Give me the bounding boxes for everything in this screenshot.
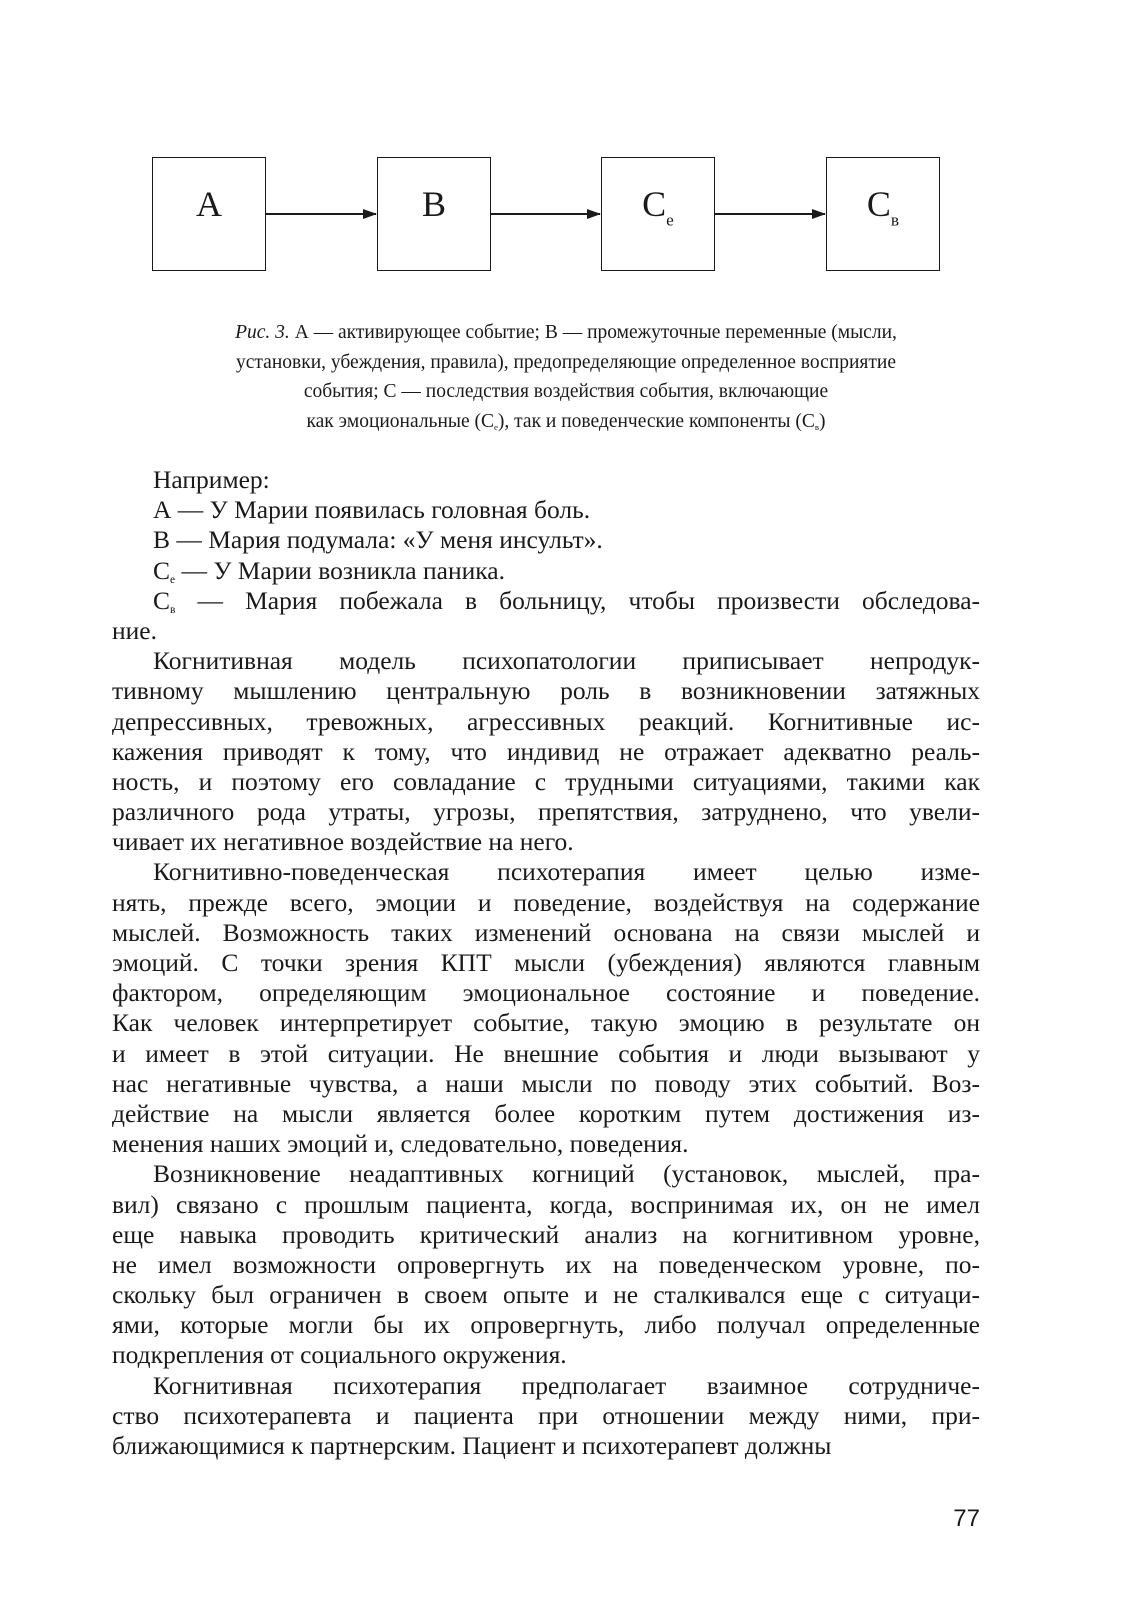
example-cv-main: С: [153, 585, 171, 615]
caption-text-4c: ): [819, 410, 826, 432]
example-ce-sub: е: [170, 573, 176, 586]
paragraph-3-line-2: вил) связано с прошлым пациента, когда, воспринимая их, он не имел: [112, 1189, 980, 1219]
body-text: [112, 465, 980, 1461]
paragraph-1-line-3: депрессивных, тревожных, агрессивных реакций. Когнитивные ис-: [112, 706, 980, 736]
paragraph-4-line-3: ближающимися к партнерским. Пациент и психотерапевт должны: [112, 1431, 832, 1460]
box-a: [152, 157, 266, 271]
paragraph-1-line-7: чивает их негативное воздействие на него.: [112, 827, 574, 857]
box-b-label: B: [421, 184, 446, 224]
caption-text-4b: ), так и поведенческие компоненты (С: [497, 410, 815, 432]
figure-label: Рис. 3.: [235, 322, 290, 343]
box-cv-subscript: в: [890, 210, 900, 230]
paragraph-3-line-3: еще навыка проводить критический анализ на когнитивном уровне,: [112, 1219, 980, 1249]
paragraph-3-line-4: не имел возможности опровергнуть их на поведенческом уровне, по-: [112, 1249, 980, 1279]
box-cv-label: [866, 184, 900, 230]
example-cv-continuation: ние.: [112, 615, 157, 645]
box-a-label: A: [196, 184, 222, 224]
paragraphs: [112, 646, 980, 1461]
box-ce-subscript: е: [666, 210, 674, 230]
box-ce-label: [642, 184, 674, 230]
caption-sub-e: е: [494, 421, 498, 432]
caption-line-2: установки, убеждения, правила), предопределяющие определенное восприятие: [236, 351, 896, 373]
paragraph-2-line-3: мыслей. Возможность таких изменений основана на связи мыслей и: [112, 917, 980, 947]
paragraph-3-line-7: подкрепления от социального окружения.: [112, 1340, 567, 1370]
paragraph-2-line-10: менения наших эмоций и, следовательно, поведения.: [112, 1129, 689, 1159]
caption-line-1: [140, 318, 992, 348]
paragraph-4-line-1: Когнитивная психотерапия предполагает взаимное сотрудниче-: [153, 1370, 980, 1400]
example-cv: [153, 586, 980, 616]
paragraph-2-line-7: и имеет в этой ситуации. Не внешние события и люди вызывают у: [112, 1038, 980, 1068]
example-intro: Например:: [153, 465, 270, 494]
example-b: В — Мария подумала: «У меня инсульт».: [153, 525, 603, 555]
caption-text-1: А — активирующее событие; B — промежуточные переменные (мысли,: [289, 322, 897, 343]
box-ce-main: C: [642, 184, 667, 224]
paragraph-1-line-5: ность, и поэтому его совладание с трудными ситуациями, такими как: [112, 766, 980, 796]
paragraph-2-line-6: Как человек интерпретирует событие, такую эмоцию в результате он: [112, 1008, 980, 1038]
paragraph-1-line-6: различного рода утраты, угрозы, препятствия, затруднено, что увели-: [112, 797, 980, 827]
paragraph-1-line-4: кажения приводят к тому, что индивид не отражает адекватно реаль-: [112, 736, 980, 766]
paragraph-2-line-4: эмоций. С точки зрения КПТ мысли (убеждения) являются главным: [112, 948, 980, 977]
paragraph-4-line-2: ство психотерапевта и пациента при отношении между ними, при-: [112, 1400, 980, 1430]
paragraph-2-line-9: действие на мысли является более коротким путем достижения из-: [112, 1098, 980, 1128]
example-a: А — У Марии появилась головная боль.: [153, 495, 591, 525]
paragraph-2-line-5: фактором, определяющим эмоциональное состояние и поведение.: [112, 978, 980, 1008]
paragraph-3-line-1: Возникновение неадаптивных когниций (установок, мыслей, пра-: [153, 1159, 980, 1189]
paragraph-2-line-1: Когнитивно-поведенческая психотерапия имеет целью изме-: [153, 857, 980, 887]
paragraph-1-line-2: тивному мышлению центральную роль в возникновении затяжных: [112, 676, 980, 706]
paragraph-2-line-2: нять, прежде всего, эмоции и поведение, воздействуя на содержание: [112, 887, 980, 917]
paragraph-3-line-6: ями, которые могли бы их опровергнуть, либо получал определенные: [112, 1310, 980, 1340]
figure-caption: [140, 318, 992, 436]
paragraph-3-line-5: скольку был ограничен в своем опыте и не сталкивался еще с ситуаци-: [112, 1280, 980, 1310]
page-number: 77: [953, 1505, 980, 1532]
example-cv-sub: в: [170, 603, 176, 616]
box-cv-main: C: [866, 184, 891, 224]
caption-sub-v: в: [814, 421, 820, 432]
box-b: [377, 157, 491, 271]
box-ce: [601, 157, 715, 271]
example-ce-main: С: [153, 555, 171, 585]
box-cv: [826, 157, 940, 271]
example-ce: [153, 556, 980, 586]
abc-diagram: [0, 0, 1132, 300]
example-ce-text: — У Марии возникла паника.: [175, 555, 505, 585]
caption-line-4: [140, 407, 992, 437]
example-cv-text: — Мария побежала в больницу, чтобы произвести обследова-: [175, 585, 980, 615]
caption-line-3: события; С — последствия воздействия события, включающие: [303, 381, 829, 402]
paragraph-1-line-1: Когнитивная модель психопатологии приписывает непродук-: [153, 646, 980, 676]
caption-text-4a: как эмоциональные (С: [306, 410, 495, 432]
paragraph-2-line-8: нас негативные чувства, а наши мысли по поводу этих событий. Воз-: [112, 1068, 980, 1098]
